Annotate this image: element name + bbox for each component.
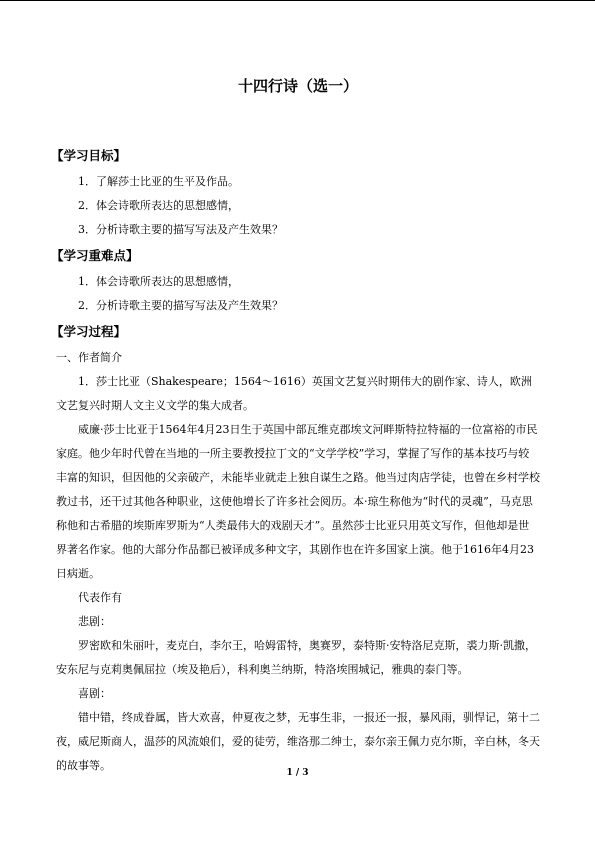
author-biography-paragraph: 威廉·莎士比亚于1564年4月23日生于英国中部瓦维克郡埃文河畔斯特拉特福的一位富裕的市民家庭。他少年时代曾在当地的一所主要教授拉丁文的“文学学校”学习，掌握了写作的基本技巧与较丰富的知识，但因他的父亲破产，未能毕业就走上独自谋生之路。他当过肉店学徒，也曾在乡村学校教过书，还干过其他各种职业，这使他增长了许多社会阅历。本·琼生称他为“时代的灵魂”，马克思称他和古希腊的埃斯库罗斯为“人类最伟大的戏剧天才”。虽然莎士比亚只用英文写作，但他却是世界著名作家。他的大部分作品都已被译成多种文字，其剧作也在许多国家上演。他于1616年4月23日病逝。 bbox=[56, 423, 540, 580]
key-points-list bbox=[56, 270, 540, 318]
goals-list bbox=[56, 170, 540, 242]
list-item: 1．体会诗歌所表达的思想感情， bbox=[78, 275, 239, 288]
list-item: 3．分析诗歌主要的描写写法及产生效果？ bbox=[78, 223, 283, 236]
top-rule bbox=[0, 0, 595, 1]
works-label: 代表作有 bbox=[78, 591, 122, 604]
list-item: 2．体会诗歌所表达的思想感情， bbox=[78, 199, 239, 212]
list-item: 1．了解莎士比亚的生平及作品。 bbox=[78, 175, 239, 188]
section-heading-goals: 【学习目标】 bbox=[51, 148, 127, 163]
tragedy-list: 罗密欧和朱丽叶，麦克白，李尔王，哈姆雷特，奥赛罗，泰特斯·安特洛尼克斯，裘力斯·凯撒，安东尼与克莉奥佩屈拉（埃及艳后），科利奥兰纳斯，特洛埃围城记，雅典的泰门等。 bbox=[56, 639, 536, 676]
author-intro-paragraph-1: 1．莎士比亚（Shakespeare；1564～1616）英国文艺复兴时期伟大的剧作家、诗人，欧洲文艺复兴时期人文主义文学的集大成者。 bbox=[56, 375, 532, 412]
section-heading-key-points: 【学习重难点】 bbox=[51, 248, 139, 263]
author-intro-subheading: 一、作者简介 bbox=[56, 351, 122, 364]
page-number: 1 / 3 bbox=[286, 768, 309, 778]
comedy-label: 喜剧： bbox=[78, 687, 111, 700]
comedy-list: 错中错，终成眷属，皆大欢喜，仲夏夜之梦，无事生非，一报还一报，暴风雨，驯悍记，第十二夜，威尼斯商人，温莎的风流娘们，爱的徒劳，维洛那二绅士，泰尔亲王佩力克尔斯，辛白林，冬天的故事等。 bbox=[56, 711, 540, 772]
document-title: 十四行诗（选一） bbox=[237, 77, 358, 95]
document-page bbox=[51, 72, 540, 778]
section-heading-process: 【学习过程】 bbox=[51, 324, 127, 339]
list-item: 2．分析诗歌主要的描写写法及产生效果？ bbox=[78, 299, 283, 312]
tragedy-label: 悲剧： bbox=[78, 615, 111, 628]
